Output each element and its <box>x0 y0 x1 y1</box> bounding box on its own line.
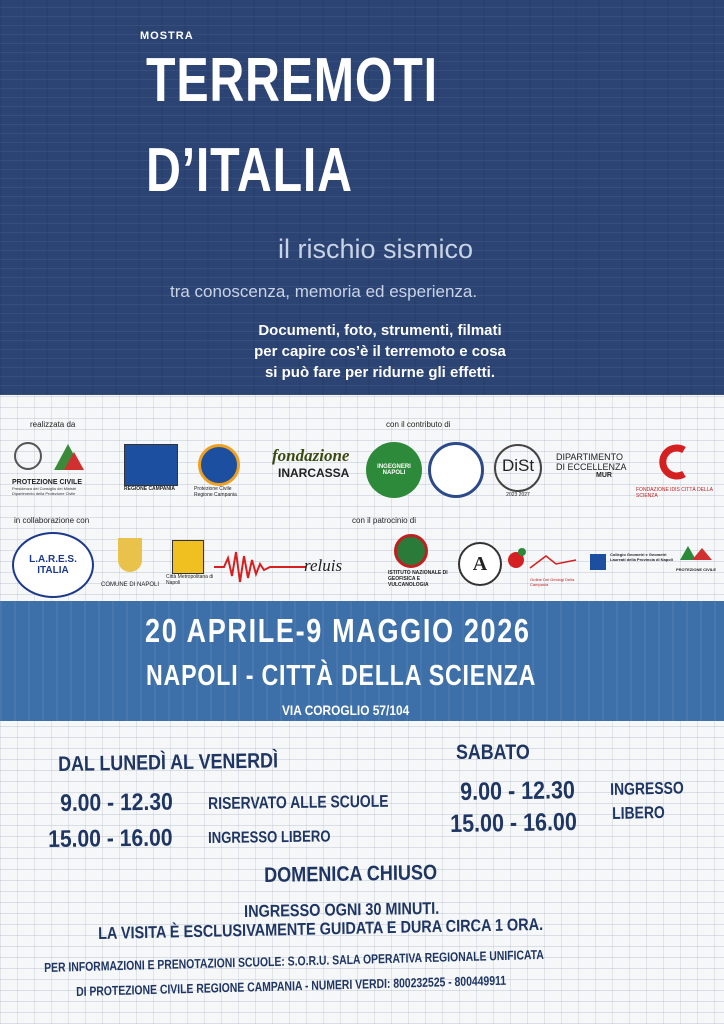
citta-metropolitana-logo: Città Metropolitana di Napoli <box>166 540 218 596</box>
guided-visit-note: LA VISITA È ESCLUSIVAMENTE GUIDATA E DURA CIRCA 1 ORA. <box>98 914 544 943</box>
region-shield-icon <box>124 444 178 486</box>
saturday-time-1: 9.00 - 12.30 <box>460 776 576 806</box>
citta-scienza-logo: FONDAZIONE IDIS CITTÀ DELLA SCIENZA <box>636 442 714 502</box>
seismograph-icon <box>214 548 306 586</box>
contact-line-2: DI PROTEZIONE CIVILE REGIONE CAMPANIA - NUMERI VERDI: 800232525 - 800449911 <box>76 972 507 999</box>
sunday-closed: DOMENICA CHIUSO <box>264 861 438 887</box>
saturday-label: SABATO <box>456 741 530 764</box>
comune-shield-icon <box>118 538 142 572</box>
emblem-icon <box>12 440 92 474</box>
geologi-logo: Ordine Dei Geologi Della Campania <box>506 546 582 598</box>
title-line-1: TERREMOTI <box>146 46 438 115</box>
weekdays-note-1: RISERVATO ALLE SCUOLE <box>208 791 389 813</box>
horse-emblem-icon <box>172 540 204 574</box>
dipartimento-eccellenza: DIPARTIMENTO DI ECCELLENZA MUR <box>556 452 627 479</box>
ingv-logo: ISTITUTO NAZIONALE DI GEOFISICA E VULCANOLOGIA <box>388 534 458 600</box>
event-address: VIA COROGLIO 57/104 <box>282 702 410 718</box>
academy-seal-icon: A <box>458 542 502 586</box>
protezione-civile-logo: PROTEZIONE CIVILE Presidenza del Consiglio dei Ministri Dipartimento della Protezione Civile <box>12 440 92 502</box>
pc-regione-icon <box>198 444 240 486</box>
title-line-2: D’ITALIA <box>146 136 353 205</box>
lares-logo: L.A.R.E.S. ITALIA <box>12 532 94 598</box>
reluis-logo: reluis <box>214 548 360 586</box>
event-location: NAPOLI - CITTÀ DELLA SCIENZA <box>146 660 537 692</box>
credit-contributo: con il contributo di <box>386 420 451 429</box>
pc-small-icon <box>676 544 716 562</box>
contact-line-1: PER INFORMAZIONI E PRENOTAZIONI SCUOLE: S.O.R.U. SALA OPERATIVA REGIONALE UNIFICATA <box>44 946 544 975</box>
pc-regione-logo: Protezione Civile Regione Campania <box>194 444 248 500</box>
university-seal-icon <box>428 442 484 498</box>
regione-campania-logo: REGIONE CAMPANIA <box>124 444 182 496</box>
exhibition-label: MOSTRA <box>140 30 194 42</box>
citta-scienza-icon <box>654 442 694 482</box>
saturday-note-2: LIBERO <box>612 802 665 823</box>
event-dates: 20 APRILE-9 MAGGIO 2026 <box>145 612 531 649</box>
pc-small-logo: PROTEZIONE CIVILE <box>676 544 720 594</box>
geologi-icon <box>506 546 582 572</box>
ingegneri-logo: INGEGNERI NAPOLI <box>366 442 422 498</box>
saturday-time-2: 15.00 - 16.00 <box>450 807 578 838</box>
geometri-icon <box>590 554 606 570</box>
inarcassa-logo: fondazione INARCASSA <box>272 446 350 480</box>
tagline: tra conoscenza, memoria ed esperienza. <box>170 282 478 301</box>
weekdays-time-2: 15.00 - 16.00 <box>48 824 173 853</box>
weekdays-label: DAL LUNEDÌ AL VENERDÌ <box>58 749 279 776</box>
globe-icon <box>394 534 428 568</box>
credit-realizzata: realizzata da <box>30 420 76 429</box>
weekdays-note-2: INGRESSO LIBERO <box>208 828 331 847</box>
subtitle: il rischio sismico <box>278 234 474 264</box>
credit-collaborazione: in collaborazione con <box>14 516 90 525</box>
entry-interval: INGRESSO OGNI 30 MINUTI. <box>244 898 440 921</box>
weekdays-time-1: 9.00 - 12.30 <box>60 788 173 817</box>
dist-logo: DiSt 2023 2027 <box>488 444 548 500</box>
geometri-logo: Collegio Geometri e Geometri Laureati della Provincia di Napoli <box>590 552 674 576</box>
comune-napoli-logo: COMUNE DI NAPOLI <box>98 538 162 598</box>
description: Documenti, foto, strumenti, filmati per capire cos’è il terremoto e cosa si può fare per ridurne gli effetti. <box>254 322 506 381</box>
saturday-note-1: INGRESSO <box>610 778 684 799</box>
credit-patrocinio: con il patrocinio di <box>352 516 417 525</box>
